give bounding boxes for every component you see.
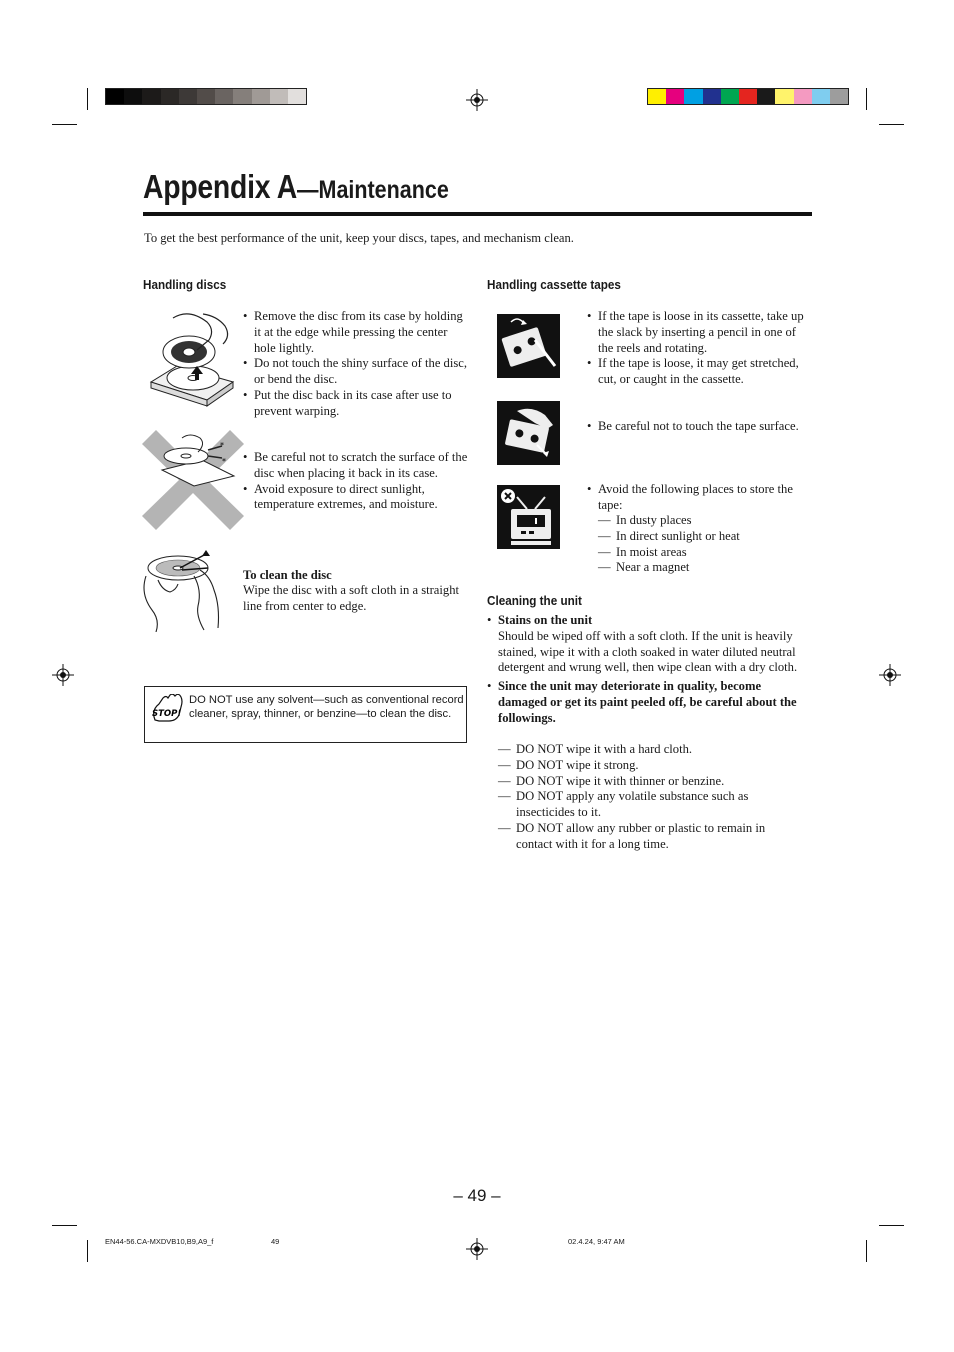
clean-disc-text: Wipe the disc with a soft cloth in a straight line from center to edge. [243,583,459,613]
clean-disc-heading: To clean the disc [243,568,332,582]
disc-case-icon [145,308,235,410]
footer-page: 49 [271,1237,280,1246]
list-item: — DO NOT wipe it with thinner or benzine. [498,774,798,790]
cleaning-list [487,613,805,727]
color-calibration-strip [647,88,849,105]
calibration-swatch [179,89,197,104]
list-item: — DO NOT wipe it with a hard cloth. [498,742,798,758]
calibration-swatch [812,89,830,104]
intro-text: To get the best performance of the unit, keep your discs, tapes, and mechanism clean. [144,231,574,245]
calibration-swatch [648,89,666,104]
calibration-swatch [288,89,306,104]
list-item: — DO NOT apply any volatile substance such as insecticides to it. [498,789,798,821]
list-item: • Be careful not to scratch the surface of the disc when placing it back in its case. [243,450,471,482]
cleaning-donts-list [498,742,798,853]
calibration-swatch [161,89,179,104]
disc-cleaning-icon [142,546,226,632]
list-item: — In direct sunlight or heat [598,529,808,545]
grayscale-calibration-strip [105,88,307,105]
title-rule [143,212,812,216]
registration-target-icon [52,664,74,686]
calibration-swatch [106,89,124,104]
calibration-swatch [270,89,288,104]
calibration-swatch [666,89,684,104]
crop-mark [879,124,904,125]
tape-storage-prohibited-icon [497,485,560,549]
list-item: — In dusty places [598,513,808,529]
registration-target-icon [466,89,488,111]
list-item: • Avoid the following places to store the tape: [587,482,805,514]
registration-target-icon [466,1238,488,1260]
crop-mark [52,1225,77,1226]
crop-mark [87,1240,88,1262]
footer-date: 02.4.24, 9:47 AM [568,1237,625,1246]
list-item: • Be careful not to touch the tape surface. [587,419,805,435]
page-number: – 49 – [453,1186,501,1205]
disc-care-list [243,450,471,513]
tape-slack-list [587,309,805,388]
cassette-touch-icon [497,401,560,465]
calibration-swatch [739,89,757,104]
calibration-swatch [721,89,739,104]
list-item: — Near a magnet [598,560,808,576]
calibration-swatch [757,89,775,104]
list-item: • If the tape is loose in its cassette, take up the slack by inserting a pencil in one of the reels and rotating. [587,309,805,356]
tape-storage-list [587,482,805,514]
stains-text: Should be wiped off with a soft cloth. If the unit is heavily stained, wipe it with a cloth soaked in water diluted neutral detergent and wrung well, then wipe clean with a dry cloth. [498,628,798,675]
tape-surface-list [587,419,805,435]
crop-mark [866,88,867,110]
calibration-swatch [684,89,702,104]
list-item [487,613,805,676]
calibration-swatch [794,89,812,104]
footer-file: EN44-56.CA-MXDVB10,B9,A9_f [105,1237,214,1246]
cassette-pencil-icon [497,314,560,378]
list-item: • Do not touch the shiny surface of the disc, or bend the disc. [243,356,471,388]
list-item: • Put the disc back in its case after use to prevent warping. [243,388,471,420]
page-title [143,168,449,206]
calibration-swatch [142,89,160,104]
list-item [487,679,805,726]
calibration-swatch [703,89,721,104]
calibration-swatch [233,89,251,104]
section-heading-cleaning: Cleaning the unit [487,593,582,608]
crop-mark [879,1225,904,1226]
section-heading-tapes: Handling cassette tapes [487,277,621,292]
stop-label: STOP! [152,709,182,719]
title-sub: —Maintenance [297,176,449,204]
list-item: • Avoid exposure to direct sunlight, temperature extremes, and moisture. [243,482,471,514]
list-item: — DO NOT wipe it strong. [498,758,798,774]
calibration-swatch [775,89,793,104]
crop-mark [52,124,77,125]
stop-hand-icon [149,694,185,726]
list-item: — In moist areas [598,545,808,561]
solvent-warning-text: DO NOT use any solvent—such as conventional record cleaner, spray, thinner, or benzine—to clean the disc. [189,694,464,721]
svg-text:*: * [220,441,224,450]
calibration-swatch [124,89,142,104]
section-heading-discs: Handling discs [143,277,227,292]
disc-scratch-prohibited-icon [142,430,244,530]
list-item: — DO NOT allow any rubber or plastic to remain in contact with it for a long time. [498,821,798,853]
calibration-swatch [252,89,270,104]
calibration-swatch [830,89,848,104]
disc-handling-list [243,309,471,420]
storage-places-list [598,513,808,576]
list-item: • If the tape is loose, it may get stretched, cut, or caught in the cassette. [587,356,805,388]
stains-heading: Stains on the unit [498,613,593,627]
calibration-swatch [197,89,215,104]
deteriorate-heading: Since the unit may deteriorate in quality, become damaged or get its paint peeled off, be careful about the followings. [498,679,797,725]
svg-text:*: * [222,457,226,466]
crop-mark [866,1240,867,1262]
crop-mark [87,88,88,110]
title-main: Appendix A [143,168,298,205]
list-item: • Remove the disc from its case by holding it at the edge while pressing the center hole lightly. [243,309,471,356]
registration-target-icon [879,664,901,686]
calibration-swatch [215,89,233,104]
